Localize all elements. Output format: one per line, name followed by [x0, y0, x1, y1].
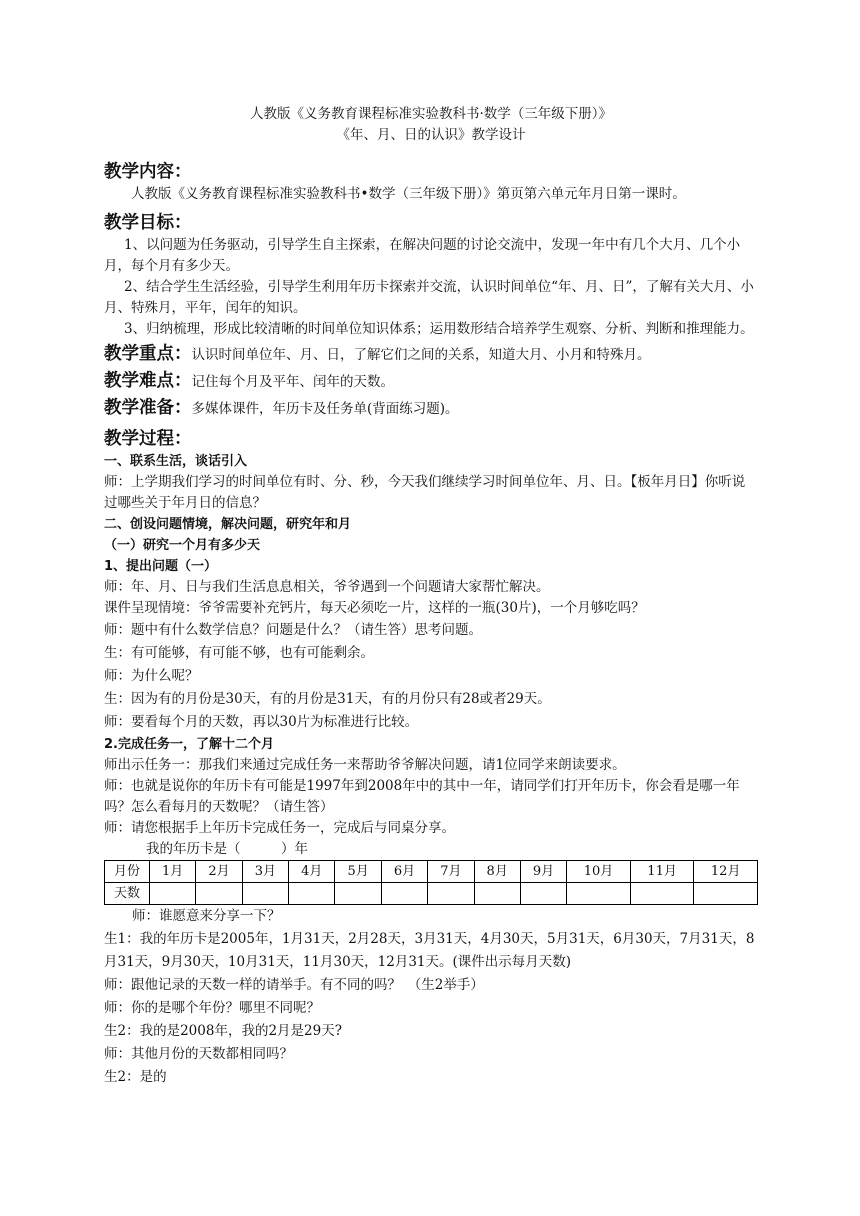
dialog-line: 师：其他月份的天数都相同吗？: [104, 1046, 293, 1062]
dialog-line: 师：跟他记录的天数一样的请举手。有不同的吗？ （生2举手）: [104, 977, 484, 993]
document-body: [104, 104, 758, 1089]
month-cell: 10月: [567, 861, 631, 883]
goal-item-2: 2、结合学生生活经验，引导学生利用年历卡探索并交流，认识时间单位“年、月、日”，了解有关大月、小月、特殊月，平年，闰年的知识。: [104, 279, 754, 316]
days-cell: [150, 883, 196, 905]
section1-title: 一、联系生活，谈话引入: [104, 454, 248, 469]
preparation-text: 多媒体课件，年历卡及任务单(背面练习题)。: [191, 401, 459, 417]
dialog-line: 师：年、月、日与我们生活息息相关，爷爷遇到一个问题请大家帮忙解决。: [104, 579, 550, 595]
key-point-text: 认识时间单位年、月、日，了解它们之间的关系，知道大月、小月和特殊月。: [191, 347, 651, 363]
dialog-line: 师：为什么呢？: [104, 668, 199, 684]
section2-title: 二、创设问题情境，解决问题，研究年和月: [104, 517, 352, 532]
calendar-table: [104, 860, 758, 905]
dialog-line: 师出示任务一：那我们来通过完成任务一来帮助爷爷解决问题，请1位同学来朗读要求。: [104, 757, 626, 773]
goal-item-3: 3、归纳梳理，形成比较清晰的时间单位知识体系；运用数形结合培养学生观察、分析、判断和推理能力。: [124, 321, 754, 337]
calendar-caption: 我的年历卡是（ ）年: [146, 841, 308, 857]
month-cell: 1月: [150, 861, 196, 883]
dialog-line: 师：要看每个月的天数，再以30片为标准进行比较。: [104, 714, 419, 730]
month-cell: 7月: [428, 861, 474, 883]
dialog-line: 师：谁愿意来分享一下？: [132, 908, 281, 924]
table-row: [105, 883, 758, 905]
dialog-line: 课件呈现情境：爷爷需要补充钙片，每天必须吃一片，这样的一瓶(30片)，一个月够吃吗？: [104, 600, 645, 616]
table-row: [105, 861, 758, 883]
dialog-line: 师：你的是哪个年份？哪里不同呢？: [104, 1000, 320, 1016]
days-cell: [520, 883, 566, 905]
days-cell: [335, 883, 381, 905]
task1-title: 2.完成任务一，了解十二个月: [104, 737, 274, 752]
problem1-title: 1、提出问题（一）: [104, 559, 218, 574]
dialog-line: 生2：我的是2008年，我的2月是29天?: [104, 1023, 342, 1039]
table-header-cell: 天数: [105, 883, 150, 905]
goal-item-1: 1、以问题为任务驱动，引导学生自主探索，在解决问题的讨论交流中，发现一年中有几个大月、几个小月，每个月有多少天。: [104, 237, 741, 274]
month-cell: 12月: [694, 861, 758, 883]
content-heading: 教学内容：: [104, 162, 192, 182]
dialog-line: 师：也就是说你的年历卡有可能是1997年到2008年中的其中一年，请同学们打开年历卡，你会看是哪一年吗？怎么看每月的天数呢？（请生答）: [104, 778, 740, 815]
month-cell: 6月: [381, 861, 427, 883]
month-cell: 3月: [242, 861, 288, 883]
days-cell: [567, 883, 631, 905]
days-cell: [242, 883, 288, 905]
dialog-line: 生：有可能够，有可能不够，也有可能剩余。: [104, 645, 374, 661]
doc-title-line2: 《年、月、日的认识》教学设计: [336, 127, 526, 143]
goals-heading: 教学目标：: [104, 213, 192, 233]
doc-title-line1: 人教版《义务教育课程标准实验教科书·数学（三年级下册）》: [249, 106, 613, 122]
dialog-line: 生2：是的: [104, 1069, 167, 1085]
difficulty-text: 记住每个月及平年、闰年的天数。: [191, 374, 394, 390]
month-cell: 4月: [289, 861, 335, 883]
month-cell: 2月: [196, 861, 242, 883]
table-header-cell: 月份: [105, 861, 150, 883]
month-cell: 11月: [630, 861, 694, 883]
difficulty: [104, 370, 758, 394]
dialog-line: 师：请您根据手上年历卡完成任务一，完成后与同桌分享。: [104, 820, 455, 836]
difficulty-heading: 教学难点：: [104, 371, 192, 391]
month-cell: 9月: [520, 861, 566, 883]
dialog-line: 师：题中有什么数学信息？问题是什么？（请生答）思考问题。: [104, 622, 482, 638]
section1-text: 师：上学期我们学习的时间单位有时、分、秒，今天我们继续学习时间单位年、月、日。【板年月日】你听说过哪些关于年月日的信息？: [104, 474, 746, 511]
dialog-line: 生：因为有的月份是30天，有的月份是31天，有的月份只有28或者29天。: [104, 691, 551, 707]
days-cell: [474, 883, 520, 905]
section2-subtitle: （一）研究一个月有多少天: [104, 538, 261, 553]
month-cell: 8月: [474, 861, 520, 883]
days-cell: [289, 883, 335, 905]
key-point-heading: 教学重点：: [104, 344, 192, 364]
days-cell: [630, 883, 694, 905]
dialog-line: 生1：我的年历卡是2005年，1月31天，2月28天，3月31天，4月30天，5月31天，6月30天，7月31天，8月31天，9月30天，10月31天，11月30天，12月31天。(课件出示每月天数): [104, 931, 755, 970]
days-cell: [428, 883, 474, 905]
process-heading: 教学过程：: [104, 429, 192, 449]
days-cell: [196, 883, 242, 905]
days-cell: [694, 883, 758, 905]
month-cell: 5月: [335, 861, 381, 883]
content-text: 人教版《义务教育课程标准实验教科书•数学（三年级下册）》第页第六单元年月日第一课时。: [131, 186, 686, 202]
preparation: [104, 397, 758, 421]
preparation-heading: 教学准备：: [104, 398, 192, 418]
days-cell: [381, 883, 427, 905]
key-point: [104, 343, 758, 367]
